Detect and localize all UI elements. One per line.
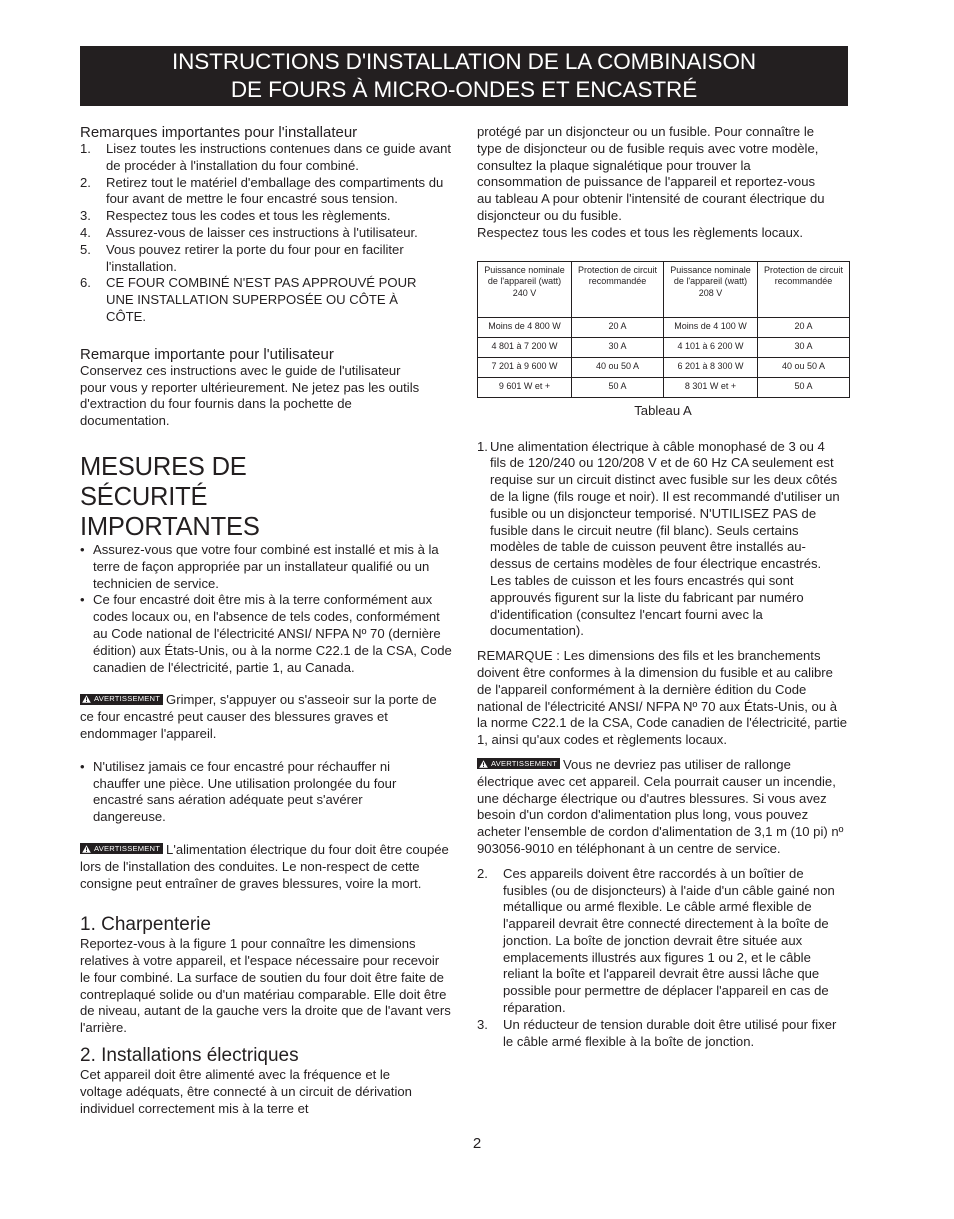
table-caption: Tableau A <box>634 402 692 418</box>
table-cell: 6 201 à 8 300 W <box>664 357 758 377</box>
safety-heading: MESURES DE SÉCURITÉ IMPORTANTES <box>80 452 260 541</box>
item-1-text-b: Les tables de cuisson et les fours encastrés qui sont approuvés figurent sur la liste du fabricant par numéro d'identification (consultez l'encart fourni avec la documentation). <box>490 572 804 639</box>
safety-bullets-1 <box>80 542 452 676</box>
warning-triangle-icon <box>82 695 91 703</box>
warning-text-3: Vous ne devriez pas utiliser de rallonge électrique avec cet appareil. Cela pourrait causer un incendie, une décharge électrique ou d'autres blessures. Si vous avez besoin d'un cordon d'alimentation plus long, vous pouvez acheter l'ensemble de cordon d'alimentation de 3,1 m (10 pi) nº 903056-9010 en téléphonant à un centre de service. <box>477 756 844 856</box>
page-title <box>80 46 848 106</box>
list-item: 3. Respectez tous les codes et tous les règlements. <box>80 208 391 224</box>
warning-badge: AVERTISSEMENT <box>80 694 163 705</box>
warning-paragraph-2 <box>80 842 452 892</box>
table-cell: 40 ou 50 A <box>572 357 664 377</box>
table-row <box>478 317 850 337</box>
table-cell: 20 A <box>572 317 664 337</box>
table-cell: 40 ou 50 A <box>758 357 850 377</box>
carpentry-text: Reportez-vous à la figure 1 pour connaître les dimensions relatives à votre appareil, et l'espace nécessaire pour recevoir le four combiné. La surface de soutien du four doit être faite de contreplaqué solide ou d'un matériau comparable. Elle doit être de niveau, autant de la gauche vers la droite que de l'avant vers l'arrière. <box>80 936 451 1036</box>
table-cell: 4 101 à 6 200 W <box>664 337 758 357</box>
table-header: Protection de circuit recommandée <box>758 261 850 317</box>
table-cell: Moins de 4 800 W <box>478 317 572 337</box>
left-column <box>80 124 452 1117</box>
right-column <box>477 124 849 1050</box>
right-item-1: 1. Une alimentation électrique à câble monophasé de 3 ou 4 fils de 120/240 ou 120/208 V et de 60 Hz CA seulement est requise sur un circuit distinct avec fusible sur les deux côtés de la ligne (fils rouge et noir). Il est recommandé d'utiliser un fusible ou un disjoncteur temporisé. N'UTILISEZ PAS de fusible dans le circuit neutre (fil blanc). Seuls certains modèles de table de cuisson peuvent être installés au-dessus de certains modèles de four électrique encastrés. Les tables de cuisson et les fours encastrés qui sont approuvés figurent sur la liste du fabricant par numéro d'identification (consultez l'encart fourni avec la documentation). <box>477 439 849 641</box>
list-item: 2. Retirez tout le matériel d'emballage des compartiments du four avant de mettre le four encastré sous tension. <box>80 174 444 207</box>
user-note-text: Conservez ces instructions avec le guide de l'utilisateur pour vous y reporter ultérieurement. Ne jetez pas les outils d'extraction du four fournis dans la pochette de documentation. <box>80 362 420 429</box>
list-item: 3. Un réducteur de tension durable doit être utilisé pour fixer le câble armé flexible à la boîte de jonction. <box>477 1016 837 1049</box>
page-number: 2 <box>472 1135 482 1152</box>
warning-text-2: L'alimentation électrique du four doit être coupée lors de l'installation des conduites. Le non-respect de cette consigne peut entraîner de graves blessures, voire la mort. <box>80 841 449 891</box>
warning-paragraph-1 <box>80 692 452 742</box>
list-item: 2. Ces appareils doivent être raccordés à un boîtier de fusibles (ou de disjoncteurs) à l'aide d'un câble gainé non métallique ou armé flexible. Le câble armé flexible de l'appareil devrait être connecté directement à la boîte de jonction. La boîte de jonction devrait être située aux emplacements illustrés aux figures 1 ou 2, et le câble reliant la boîte et l'appareil devrait être aussi lâche que possible pour permettre de déplacer l'appareil en cas de réparation. <box>477 865 835 1016</box>
table-cell: 50 A <box>758 377 850 397</box>
item-1-text: Une alimentation électrique à câble monophasé de 3 ou 4 fils de 120/240 ou 120/208 V et de 60 Hz CA seulement est requise sur un circuit distinct avec fusible sur les deux côtés de la ligne (fils rouge et noir). Il est recommandé d'utiliser un fusible ou un disjoncteur temporisé. N'UTILISEZ PAS de fusible dans le circuit neutre (fil blanc). Seuls certains modèles de table de cuisson peuvent être installés au-dessus de certains modèles de four électrique encastrés. <box>490 438 840 572</box>
table-row <box>478 357 850 377</box>
table-cell: 30 A <box>758 337 850 357</box>
carpentry-heading: 1. Charpenterie <box>80 914 211 936</box>
list-item: 4. Assurez-vous de laisser ces instructions à l'utilisateur. <box>80 224 418 240</box>
list-item: • Ce four encastré doit être mis à la terre conformément aux codes locaux ou, en l'absence de tels codes, conformément au Code national de l'électricité ANSI/ NFPA Nº 70 (dernière édition) aux États-Unis, ou à la norme C22.1 de la CSA, Code canadien de l'électricité, partie 1, au Canada. <box>80 592 452 675</box>
table-cell: 9 601 W et + <box>478 377 572 397</box>
table-header: Puissance nominale de l'appareil (watt) 240 V <box>478 261 572 317</box>
table-header: Protection de circuit recommandée <box>572 261 664 317</box>
table-cell: 8 301 W et + <box>664 377 758 397</box>
remark-text: REMARQUE : Les dimensions des fils et les branchements doivent être conformes à la dimension du fusible et au calibre de l'appareil conformément à la dernière édition du Code national de l'électricité ANSI/ NFPA Nº 70 aux États-Unis, ou à la norme C22.1 de la CSA, Code canadien de l'électricité, partie 1, ainsi qu'aux codes et règlements locaux. <box>477 648 848 748</box>
table-cell: Moins de 4 100 W <box>664 317 758 337</box>
safety-bullets-2 <box>80 759 452 826</box>
warning-triangle-icon <box>479 760 488 768</box>
table-cell: 20 A <box>758 317 850 337</box>
codes-text: Respectez tous les codes et tous les règlements locaux. <box>477 224 804 240</box>
table-header: Puissance nominale de l'appareil (watt) 208 V <box>664 261 758 317</box>
electrical-text: Cet appareil doit être alimenté avec la fréquence et le voltage adéquats, être connecté à un circuit de dérivation individuel correctement mis à la terre et <box>80 1067 412 1116</box>
title-line-1: INSTRUCTIONS D'INSTALLATION DE LA COMBINAISON <box>171 49 757 74</box>
table-cell: 50 A <box>572 377 664 397</box>
list-item: • N'utilisez jamais ce four encastré pour réchauffer ni chauffer une pièce. Une utilisation prolongée du four encastré sans aération adéquate peut s'avérer dangereuse. <box>80 758 397 825</box>
title-line-2: DE FOURS À MICRO-ONDES ET ENCASTRÉ <box>230 77 698 102</box>
user-note-heading: Remarque importante pour l'utilisateur <box>80 345 334 363</box>
table-row <box>478 337 850 357</box>
warning-badge: AVERTISSEMENT <box>477 758 560 769</box>
installer-list <box>80 141 452 326</box>
table-cell: 30 A <box>572 337 664 357</box>
warning-text-1: Grimper, s'appuyer ou s'asseoir sur la porte de ce four encastré peut causer des blessures graves et endommager l'appareil. <box>80 692 437 741</box>
table-cell: 7 201 à 9 600 W <box>478 357 572 377</box>
electrical-text-continued: protégé par un disjoncteur ou un fusible. Pour connaître le type de disjoncteur ou de fusible requis avec votre modèle, consultez la plaque signalétique pour trouver la consommation de puissance de l'appareil et reportez-vous au tableau A pour obtenir l'intensité de courant électrique du disjoncteur ou du fusible. <box>477 124 825 223</box>
warning-badge: AVERTISSEMENT <box>80 843 163 854</box>
list-item: 6. CE FOUR COMBINÉ N'EST PAS APPROUVÉ POUR UNE INSTALLATION SUPERPOSÉE OU CÔTE À CÔTE. <box>80 275 417 324</box>
list-item: 1. Lisez toutes les instructions contenues dans ce guide avant de procéder à l'installation du four combiné. <box>80 141 452 173</box>
installer-heading: Remarques importantes pour l'installateur <box>80 124 358 141</box>
list-item: 5. Vous pouvez retirer la porte du four pour en faciliter l'installation. <box>80 241 404 274</box>
table-a <box>477 261 850 398</box>
warning-triangle-icon <box>82 845 91 853</box>
warning-paragraph-3 <box>477 757 849 858</box>
electrical-heading: 2. Installations électriques <box>80 1045 299 1067</box>
table-cell: 4 801 à 7 200 W <box>478 337 572 357</box>
table-header-row <box>478 261 850 317</box>
table-row <box>478 377 850 397</box>
list-item: • Assurez-vous que votre four combiné est installé et mis à la terre de façon appropriée par un installateur qualifié ou un technicien de service. <box>80 541 439 591</box>
right-list <box>477 866 849 1051</box>
